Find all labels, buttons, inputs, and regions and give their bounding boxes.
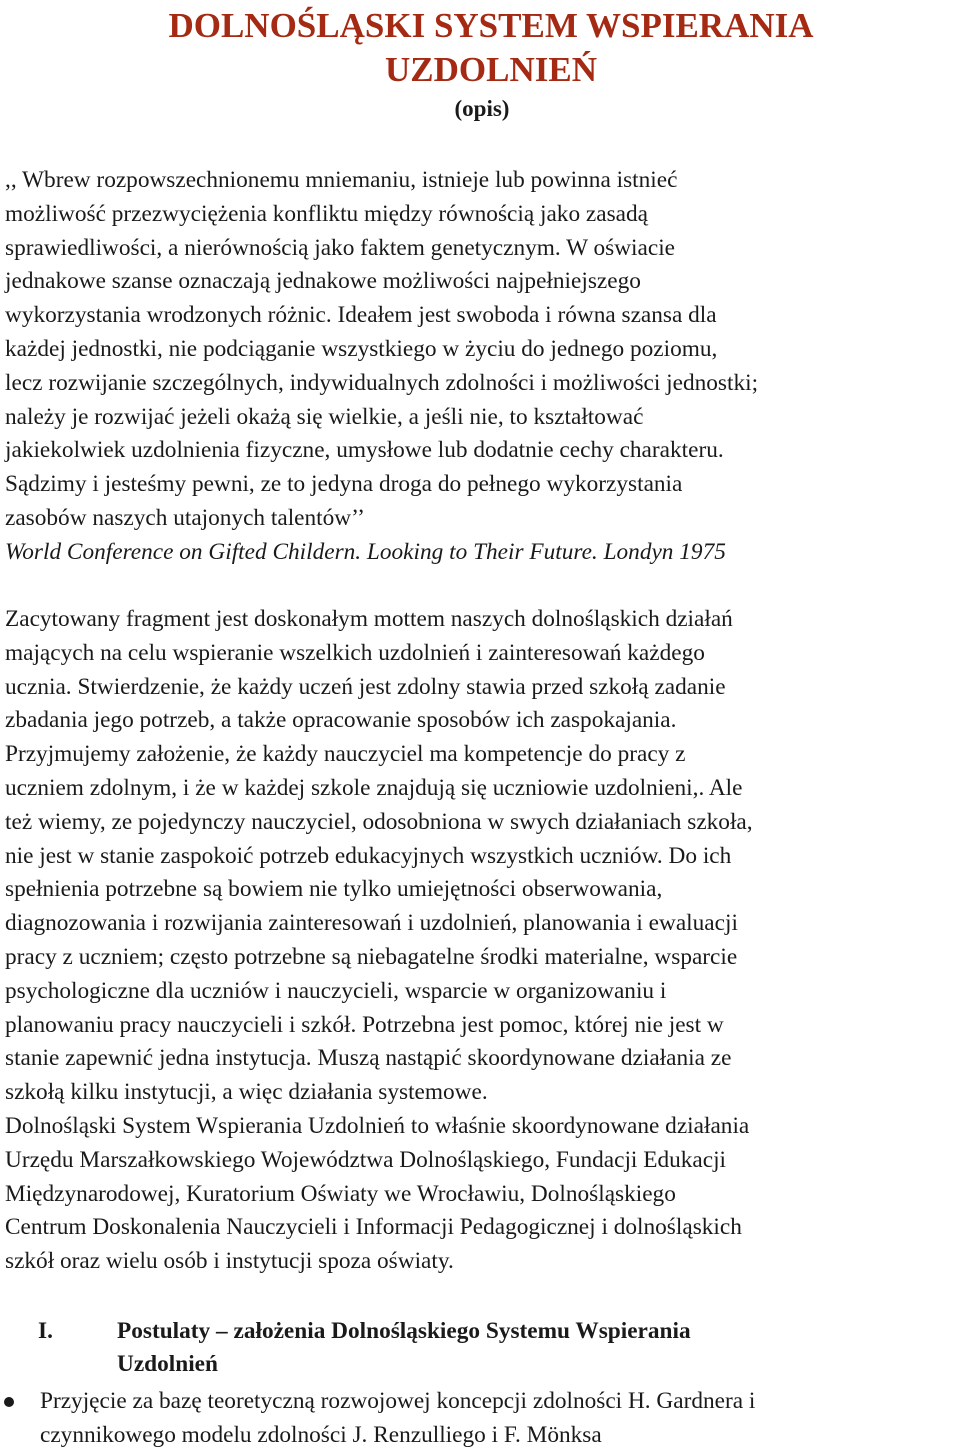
body-line: Zacytowany fragment jest doskonałym mottem naszych dolnośląskich działań (5, 606, 733, 632)
body-line: Centrum Doskonalenia Nauczycieli i Informacji Pedagogicznej i dolnośląskich (5, 1214, 742, 1241)
section-title-line-2: Uzdolnień (117, 1351, 218, 1377)
postulates-list (0, 1384, 960, 1452)
body-line: szkołą kilku instytucji, a więc działania systemowe. (5, 1079, 488, 1106)
quote-line: należy je rozwijać jeżeli okażą się wielkie, a jeśli nie, to kształtować (5, 403, 644, 430)
section-title-line-1: Postulaty – założenia Dolnośląskiego Systemu Wspierania (117, 1318, 691, 1344)
body-line: szkół oraz wielu osób i instytucji spoza oświaty. (5, 1248, 454, 1275)
body-line: zbadania jego potrzeb, a także opracowanie sposobów ich zaspokajania. (5, 707, 677, 734)
quote-line: możliwość przezwyciężenia konfliktu między równością jako zasadą (5, 200, 648, 227)
body-line: nie jest w stanie zaspokoić potrzeb edukacyjnych wszystkich uczniów. Do ich (5, 842, 732, 869)
list-item-line-2: czynnikowego modelu zdolności J. Renzulliego i F. Mönksa (40, 1422, 602, 1448)
body-line: psychologiczne dla uczniów i nauczycieli, wsparcie w organizowaniu i (5, 977, 667, 1004)
document-title-line-2: UZDOLNIEŃ (385, 50, 597, 89)
document-title-line-1: DOLNOŚLĄSKI SYSTEM WSPIERANIA (168, 6, 814, 45)
bullet-icon (4, 1397, 14, 1407)
body-line: ucznia. Stwierdzenie, że każdy uczeń jest zdolny stawia przed szkołą zadanie (5, 673, 726, 700)
quote-line: zasobów naszych utajonych talentów’’ (5, 504, 365, 531)
list-item (0, 1384, 960, 1452)
body-line: pracy z uczniem; często potrzebne są niebagatelne środki materialne, wsparcie (5, 943, 738, 970)
quote-source: World Conference on Gifted Childern. Looking to Their Future. Londyn 1975 (5, 538, 726, 565)
quote-paragraph (5, 164, 955, 570)
body-line: Urzędu Marszałkowskiego Województwa Dolnośląskiego, Fundacji Edukacji (5, 1146, 727, 1173)
body-line: diagnozowania i rozwijania zainteresowań i uzdolnień, planowania i ewaluacji (5, 910, 738, 937)
section-number: I. (38, 1318, 53, 1344)
body-line: stanie zapewnić jedna instytucja. Muszą nastąpić skoordynowane działania ze (5, 1045, 732, 1072)
quote-line: jakiekolwiek uzdolnienia fizyczne, umysłowe lub dodatnie cechy charakteru. (5, 437, 724, 464)
body-line: spełnienia potrzebne są bowiem nie tylko umiejętności obserwowania, (5, 876, 663, 903)
body-line: Międzynarodowej, Kuratorium Oświaty we Wrocławiu, Dolnośląskiego (5, 1180, 676, 1207)
quote-line: wykorzystania wrodzonych różnic. Ideałem jest swoboda i równa szansa dla (5, 302, 717, 329)
list-item-line-1: Przyjęcie za bazę teoretyczną rozwojowej koncepcji zdolności H. Gardnera i (40, 1388, 756, 1414)
body-line: też wiemy, ze pojedynczy nauczyciel, odosobniona w swych działaniach szkoła, (5, 808, 753, 835)
quote-line: sprawiedliwości, a nierównością jako faktem genetycznym. W oświacie (5, 234, 676, 261)
body-line: mających na celu wspieranie wszelkich uzdolnień i zainteresowań każdego (5, 639, 705, 666)
quote-line: każdej jednostki, nie podciąganie wszystkiego w życiu do jednego poziomu, (5, 335, 718, 362)
quote-line: ,, Wbrew rozpowszechnionemu mniemaniu, istnieje lub powinna istnieć (5, 167, 678, 193)
quote-line: jednakowe szanse oznaczają jednakowe możliwości najpełniejszego (5, 268, 641, 295)
body-paragraph (5, 603, 955, 1279)
section-title (117, 1315, 917, 1381)
body-line: Przyjmujemy założenie, że każdy nauczyciel ma kompetencje do pracy z (5, 741, 686, 768)
document-subtitle: (opis) (454, 96, 510, 121)
body-line: Dolnośląski System Wspierania Uzdolnień to właśnie skoordynowane działania (5, 1112, 750, 1139)
quote-line: lecz rozwijanie szczególnych, indywidualnych zdolności i możliwości jednostki; (5, 369, 759, 396)
quote-line: Sądzimy i jesteśmy pewni, ze to jedyna droga do pełnego wykorzystania (5, 471, 683, 498)
body-line: planowaniu pracy nauczycieli i szkół. Potrzebna jest pomoc, której nie jest w (5, 1011, 724, 1038)
body-line: uczniem zdolnym, i że w każdej szkole znajdują się uczniowie uzdolnieni,. Ale (5, 774, 743, 801)
